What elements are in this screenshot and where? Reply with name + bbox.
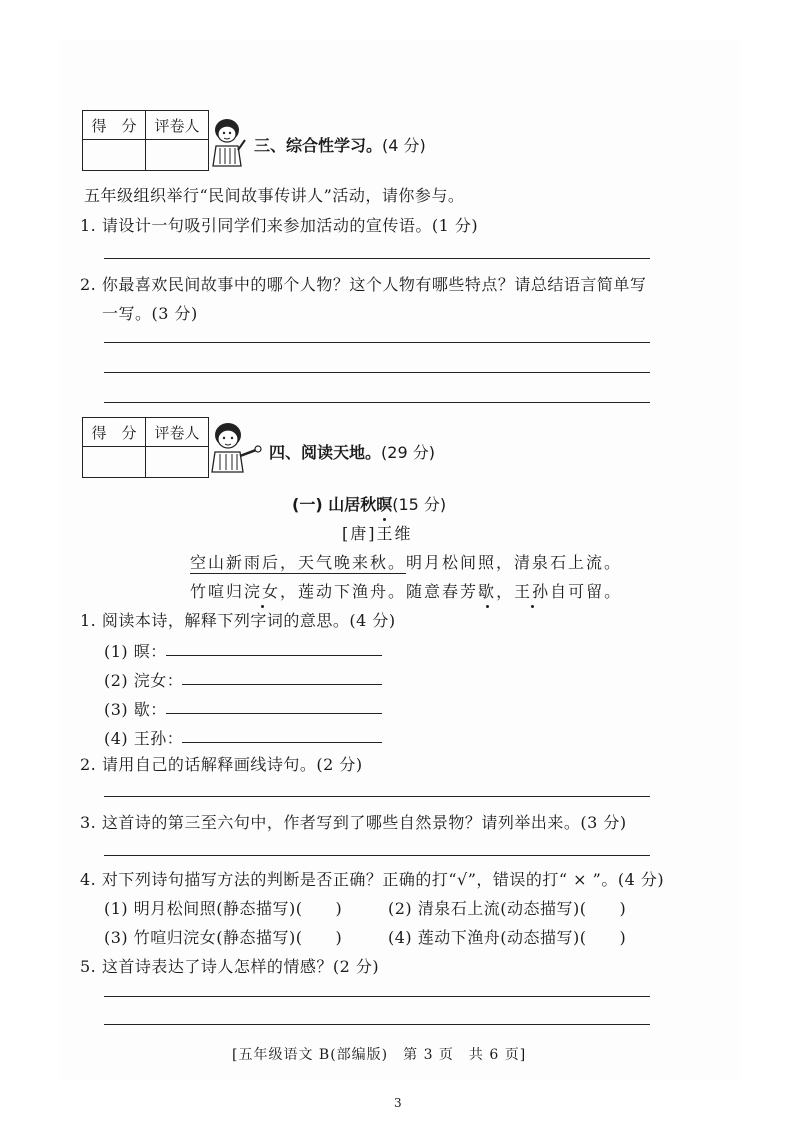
word-item: (1) 暝： bbox=[104, 642, 167, 661]
judgement-item[interactable]: (2) 清泉石上流(动态描写)( ) bbox=[388, 899, 627, 918]
cartoon-student-icon bbox=[208, 116, 250, 168]
poem-verse-part: 竹喧归 bbox=[190, 582, 245, 601]
score-box-section4 bbox=[82, 417, 209, 478]
section3-heading bbox=[254, 133, 426, 156]
poem-title-dotted-char: 暝 bbox=[376, 495, 393, 514]
page-footer: [五年级语文 B(部编版) 第 3 页 共 6 页] bbox=[232, 1047, 527, 1063]
answer-line[interactable] bbox=[104, 855, 650, 856]
poem-title-text: (一) 山居秋 bbox=[292, 495, 377, 514]
poem-verse: 明月松间照，清泉石上流。 bbox=[406, 553, 623, 572]
poem-line-1 bbox=[190, 550, 622, 573]
score-cell[interactable] bbox=[83, 140, 146, 171]
answer-line[interactable] bbox=[166, 655, 382, 656]
section3-points: (4 分) bbox=[382, 136, 426, 155]
section4-points: (29 分) bbox=[381, 443, 435, 462]
grader-header: 评卷人 bbox=[146, 111, 209, 140]
page-number: 3 bbox=[394, 1096, 402, 1110]
section4-question-4: 4. 对下列诗句描写方法的判断是否正确？正确的打“√”，错误的打“ × ”。(4 分) bbox=[80, 870, 665, 889]
poem-title bbox=[292, 492, 446, 515]
answer-line[interactable] bbox=[104, 372, 650, 373]
poem-dotted-word: 歇 bbox=[478, 582, 497, 601]
judgement-item[interactable]: (3) 竹喧归浣女(静态描写)( ) bbox=[104, 928, 343, 947]
section4-question-3: 3. 这首诗的第三至六句中，作者写到了哪些自然景物？请列举出来。(3 分) bbox=[80, 813, 627, 832]
word-item: (4) 王孙： bbox=[104, 729, 184, 748]
poem-dotted-word: 浣女 bbox=[244, 582, 281, 601]
score-cell[interactable] bbox=[83, 447, 146, 478]
grader-cell[interactable] bbox=[146, 447, 209, 478]
word-item: (3) 歇： bbox=[104, 700, 167, 719]
answer-line[interactable] bbox=[104, 1024, 650, 1025]
judgement-item[interactable]: (1) 明月松间照(静态描写)( ) bbox=[104, 899, 343, 918]
section4-heading bbox=[269, 440, 435, 463]
judgement-item[interactable]: (4) 莲动下渔舟(动态描写)( ) bbox=[388, 928, 627, 947]
answer-line[interactable] bbox=[104, 342, 650, 343]
poem-dotted-word: 王孙 bbox=[514, 582, 551, 601]
poem-verse-part: ， bbox=[496, 582, 515, 601]
section4-question-1: 1. 阅读本诗，解释下列字词的意思。(4 分) bbox=[80, 611, 396, 630]
score-header: 得 分 bbox=[83, 418, 146, 447]
answer-line[interactable] bbox=[182, 742, 382, 743]
answer-line[interactable] bbox=[182, 684, 382, 685]
cartoon-student-pointing-icon bbox=[206, 420, 264, 474]
grader-header: 评卷人 bbox=[146, 418, 209, 447]
word-item: (2) 浣女： bbox=[104, 671, 184, 690]
answer-line[interactable] bbox=[104, 796, 650, 797]
section4-question-5: 5. 这首诗表达了诗人怎样的情感？(2 分) bbox=[80, 957, 380, 976]
section4-title: 四、阅读天地。 bbox=[269, 443, 382, 462]
poem-verse-part: ，莲动下渔舟。随意春芳 bbox=[280, 582, 479, 601]
section3-intro: 五年级组织举行“民间故事传讲人”活动，请你参与。 bbox=[84, 186, 465, 205]
score-box-section3 bbox=[82, 110, 209, 171]
section4-question-2: 2. 请用自己的话解释画线诗句。(2 分) bbox=[80, 755, 363, 774]
section3-title: 三、综合性学习。 bbox=[254, 136, 383, 155]
answer-line[interactable] bbox=[104, 996, 650, 997]
section3-question-1: 1. 请设计一句吸引同学们来参加活动的宣传语。(1 分) bbox=[80, 216, 479, 235]
poem-verse-part: 自可留。 bbox=[550, 582, 623, 601]
grader-cell[interactable] bbox=[146, 140, 209, 171]
answer-line[interactable] bbox=[166, 713, 382, 714]
poem-author: [唐]王维 bbox=[342, 524, 413, 543]
poem-points: (15 分) bbox=[392, 495, 447, 514]
score-header: 得 分 bbox=[83, 111, 146, 140]
answer-line[interactable] bbox=[104, 258, 650, 259]
answer-line[interactable] bbox=[104, 402, 650, 403]
poem-underlined-verse: 空山新雨后，天气晚来秋。 bbox=[190, 553, 407, 572]
section3-question-2-cont: 一写。(3 分) bbox=[102, 304, 198, 323]
poem-line-2 bbox=[190, 579, 622, 602]
section3-question-2: 2. 你最喜欢民间故事中的哪个人物？这个人物有哪些特点？请总结语言简单写 bbox=[80, 275, 647, 294]
